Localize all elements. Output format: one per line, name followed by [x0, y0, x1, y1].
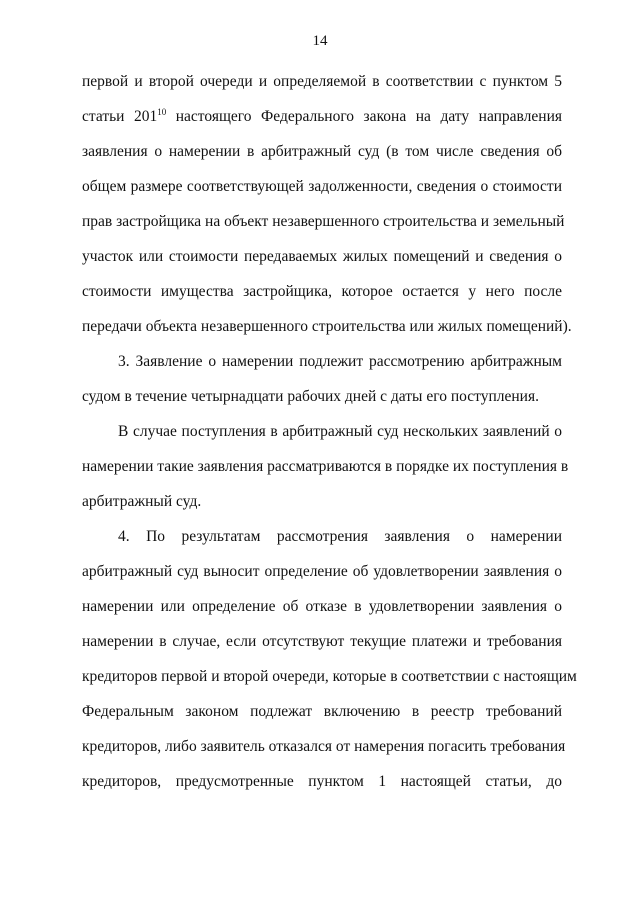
text-line: арбитражный суд. [82, 493, 202, 510]
paragraph-first-line: 3. Заявление о намерении подлежит рассмотрению арбитражным [118, 353, 562, 370]
text-line: заявления о намерении в арбитражный суд (в том числе сведения об [82, 143, 562, 160]
page-number: 14 [312, 33, 328, 49]
text-line: намерении в случае, если отсутствуют текущие платежи и требования [82, 633, 562, 650]
superscript: 10 [157, 107, 167, 117]
text-line: судом в течение четырнадцати рабочих дней с даты его поступления. [82, 388, 539, 405]
text-line: передачи объекта незавершенного строительства или жилых помещений). [82, 318, 572, 335]
text-line: статьи $201^{10}$ настоящего Федерального закона на дату направления [82, 107, 562, 125]
text-line: общем размере соответствующей задолженности, сведения о стоимости [82, 178, 562, 195]
text-line: участок или стоимости передаваемых жилых помещений и сведения о [82, 248, 562, 265]
text-line: первой и второй очереди и определяемой в соответствии с пунктом 5 [82, 73, 562, 90]
paragraph-first-line: 4. По результатам рассмотрения заявления о намерении [118, 528, 562, 545]
text-line: намерении или определение об отказе в удовлетворении заявления о [82, 598, 562, 615]
text-line: намерении такие заявления рассматриваются в порядке их поступления в [82, 458, 569, 475]
text-line: прав застройщика на объект незавершенного строительства и земельный [82, 213, 565, 230]
paragraph-first-line: В случае поступления в арбитражный суд нескольких заявлений о [118, 423, 562, 440]
text-line: кредиторов, либо заявитель отказался от намерения погасить требования [82, 738, 566, 755]
text-line: Федеральным законом подлежат включению в реестр требований [82, 703, 562, 720]
text-line: кредиторов, предусмотренные пунктом 1 настоящей статьи, до [82, 773, 562, 790]
text-line: кредиторов первой и второй очереди, которые в соответствии с настоящим [82, 668, 577, 685]
text-line: арбитражный суд выносит определение об удовлетворении заявления о [82, 563, 562, 580]
text-line: стоимости имущества застройщика, которое остается у него после [82, 283, 562, 300]
